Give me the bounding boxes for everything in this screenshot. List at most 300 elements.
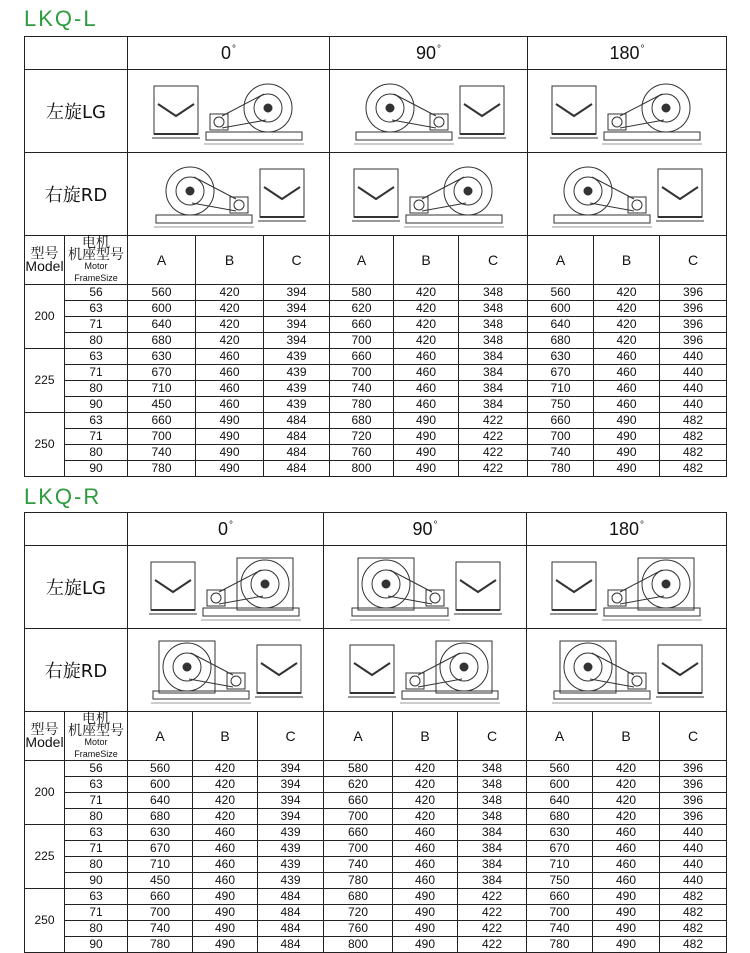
table-row bbox=[25, 889, 727, 905]
dimension-value: 670 bbox=[128, 841, 193, 857]
table-row bbox=[25, 921, 727, 937]
dimension-header: C bbox=[459, 236, 528, 285]
dimension-value: 560 bbox=[528, 285, 594, 301]
fan-assembly-diagram bbox=[340, 633, 510, 707]
frame-size: 71 bbox=[65, 793, 128, 809]
dimension-value: 490 bbox=[196, 429, 264, 445]
spec-table bbox=[24, 512, 727, 953]
dimension-value: 484 bbox=[264, 413, 330, 429]
dimension-value: 670 bbox=[128, 365, 196, 381]
angle-value: 90 bbox=[412, 518, 433, 539]
fan-assembly-diagram bbox=[144, 74, 314, 148]
dimension-value: 490 bbox=[393, 889, 458, 905]
model-header-line: Model bbox=[25, 734, 64, 750]
dimension-value: 700 bbox=[324, 841, 393, 857]
dimension-header: C bbox=[258, 712, 324, 761]
dimension-value: 482 bbox=[660, 413, 727, 429]
table-row bbox=[25, 857, 727, 873]
fan-assembly-diagram bbox=[344, 74, 514, 148]
dimension-value: 490 bbox=[193, 889, 258, 905]
dimension-value: 700 bbox=[324, 809, 393, 825]
angle-value: 0 bbox=[217, 518, 228, 539]
fan-assembly-diagram bbox=[542, 157, 712, 231]
dimension-value: 482 bbox=[660, 937, 727, 953]
dimension-value: 394 bbox=[258, 761, 324, 777]
dimension-value: 394 bbox=[264, 285, 330, 301]
angle-value: 180 bbox=[609, 42, 640, 63]
dimension-value: 750 bbox=[527, 873, 593, 889]
dimension-value: 490 bbox=[394, 413, 459, 429]
angle-value: 90 bbox=[415, 42, 437, 63]
model-header bbox=[25, 236, 65, 285]
dimension-value: 420 bbox=[393, 761, 458, 777]
dimension-value: 700 bbox=[128, 429, 196, 445]
table-row bbox=[25, 873, 727, 889]
dimension-value: 396 bbox=[660, 301, 727, 317]
degree-sign: ° bbox=[232, 43, 236, 55]
dimension-value: 420 bbox=[193, 777, 258, 793]
rotation-row bbox=[25, 70, 727, 153]
dimension-value: 348 bbox=[459, 333, 528, 349]
dimension-value: 660 bbox=[330, 317, 394, 333]
dimension-value: 460 bbox=[394, 365, 459, 381]
dimension-value: 440 bbox=[660, 381, 727, 397]
dimension-value: 700 bbox=[330, 333, 394, 349]
dimension-value: 384 bbox=[459, 349, 528, 365]
fan-assembly-diagram bbox=[141, 633, 311, 707]
dimension-value: 460 bbox=[593, 841, 660, 857]
dimension-value: 600 bbox=[128, 777, 193, 793]
dimension-header: A bbox=[528, 236, 594, 285]
dimension-header: B bbox=[593, 712, 660, 761]
diagram-cell bbox=[527, 629, 727, 712]
model-header bbox=[25, 712, 65, 761]
dimension-value: 740 bbox=[528, 445, 594, 461]
diagram-cell bbox=[128, 70, 330, 153]
dimension-value: 680 bbox=[528, 333, 594, 349]
dimension-value: 490 bbox=[193, 937, 258, 953]
corner-cell bbox=[25, 37, 128, 70]
dimension-value: 680 bbox=[330, 413, 394, 429]
section-title: LKQ-L bbox=[24, 6, 98, 31]
rotation-label: 右旋RD bbox=[25, 153, 128, 236]
dimension-value: 680 bbox=[527, 809, 593, 825]
diagram-cell bbox=[330, 153, 528, 236]
dimension-value: 490 bbox=[193, 905, 258, 921]
dimension-value: 490 bbox=[394, 445, 459, 461]
dimension-header: B bbox=[393, 712, 458, 761]
dimension-value: 460 bbox=[196, 365, 264, 381]
angle-header bbox=[128, 513, 324, 546]
frame-size: 63 bbox=[65, 301, 128, 317]
dimension-value: 460 bbox=[393, 857, 458, 873]
dimension-header: A bbox=[324, 712, 393, 761]
dimension-value: 490 bbox=[393, 937, 458, 953]
table-row bbox=[25, 413, 727, 429]
dimension-value: 630 bbox=[527, 825, 593, 841]
dimension-value: 700 bbox=[128, 905, 193, 921]
fan-assembly-diagram bbox=[144, 157, 314, 231]
dimension-value: 422 bbox=[459, 429, 528, 445]
diagram-cell bbox=[330, 70, 528, 153]
table-row bbox=[25, 461, 727, 477]
dimension-value: 680 bbox=[324, 889, 393, 905]
motor-header-line: Motor FrameSize bbox=[74, 261, 118, 283]
dimension-value: 490 bbox=[394, 429, 459, 445]
frame-size: 90 bbox=[65, 461, 128, 477]
frame-size: 90 bbox=[65, 873, 128, 889]
motor-header-line: 机座型号 bbox=[68, 722, 124, 738]
table-row bbox=[25, 365, 727, 381]
dimension-value: 580 bbox=[330, 285, 394, 301]
dimension-header: B bbox=[594, 236, 660, 285]
dimension-value: 420 bbox=[594, 285, 660, 301]
dimension-value: 439 bbox=[258, 825, 324, 841]
dimension-value: 484 bbox=[258, 937, 324, 953]
degree-sign: ° bbox=[433, 519, 438, 531]
dimension-value: 700 bbox=[330, 365, 394, 381]
dimension-value: 640 bbox=[528, 317, 594, 333]
dimension-value: 450 bbox=[128, 397, 196, 413]
dimension-value: 460 bbox=[193, 825, 258, 841]
frame-size: 63 bbox=[65, 413, 128, 429]
dimension-value: 740 bbox=[128, 445, 196, 461]
frame-size: 63 bbox=[65, 825, 128, 841]
dimension-value: 490 bbox=[593, 905, 660, 921]
frame-size: 80 bbox=[65, 857, 128, 873]
dimension-value: 422 bbox=[459, 445, 528, 461]
dimension-value: 760 bbox=[330, 445, 394, 461]
model-header-line: Model bbox=[25, 258, 64, 274]
dimension-header: A bbox=[527, 712, 593, 761]
dimension-value: 490 bbox=[593, 937, 660, 953]
diagram-cell bbox=[324, 629, 527, 712]
motor-header-line: 电机 bbox=[82, 710, 110, 726]
dimension-value: 560 bbox=[128, 285, 196, 301]
frame-size: 71 bbox=[65, 317, 128, 333]
dimension-value: 420 bbox=[394, 333, 459, 349]
dimension-value: 460 bbox=[593, 825, 660, 841]
diagram-cell bbox=[527, 546, 727, 629]
dimension-value: 420 bbox=[196, 301, 264, 317]
spec-table bbox=[24, 36, 727, 477]
angle-value: 0 bbox=[220, 42, 231, 63]
dimension-header: B bbox=[193, 712, 258, 761]
fan-assembly-diagram bbox=[542, 74, 712, 148]
dimension-value: 420 bbox=[594, 301, 660, 317]
dimension-value: 482 bbox=[660, 905, 727, 921]
dimension-value: 660 bbox=[128, 413, 196, 429]
dimension-value: 490 bbox=[593, 889, 660, 905]
dimension-value: 630 bbox=[528, 349, 594, 365]
dimension-value: 420 bbox=[593, 793, 660, 809]
dimension-value: 640 bbox=[128, 317, 196, 333]
dimension-value: 348 bbox=[458, 809, 527, 825]
column-header-row bbox=[25, 236, 727, 285]
dimension-value: 700 bbox=[527, 905, 593, 921]
dimension-value: 560 bbox=[128, 761, 193, 777]
dimension-value: 420 bbox=[393, 793, 458, 809]
dimension-value: 440 bbox=[660, 873, 727, 889]
dimension-value: 460 bbox=[394, 381, 459, 397]
dimension-value: 439 bbox=[264, 365, 330, 381]
model-header-line: 型号 bbox=[30, 721, 59, 737]
dimension-header: C bbox=[458, 712, 527, 761]
motor-header bbox=[65, 712, 128, 761]
dimension-value: 710 bbox=[128, 857, 193, 873]
degree-sign: ° bbox=[437, 43, 442, 55]
dimension-value: 422 bbox=[459, 413, 528, 429]
dimension-value: 439 bbox=[258, 857, 324, 873]
dimension-header: B bbox=[196, 236, 264, 285]
angle-header bbox=[330, 37, 528, 70]
dimension-value: 420 bbox=[394, 301, 459, 317]
model-header-line: 型号 bbox=[30, 245, 59, 261]
dimension-value: 384 bbox=[458, 873, 527, 889]
dimension-value: 484 bbox=[264, 445, 330, 461]
dimension-value: 780 bbox=[128, 937, 193, 953]
dimension-value: 460 bbox=[394, 349, 459, 365]
dimension-value: 600 bbox=[528, 301, 594, 317]
model-value: 200 bbox=[25, 761, 65, 825]
dimension-value: 460 bbox=[196, 349, 264, 365]
angle-header bbox=[528, 37, 727, 70]
frame-size: 90 bbox=[65, 937, 128, 953]
dimension-value: 800 bbox=[324, 937, 393, 953]
dimension-value: 422 bbox=[459, 461, 528, 477]
dimension-value: 490 bbox=[594, 413, 660, 429]
dimension-value: 420 bbox=[196, 333, 264, 349]
dimension-value: 420 bbox=[393, 809, 458, 825]
frame-size: 71 bbox=[65, 429, 128, 445]
dimension-value: 420 bbox=[593, 761, 660, 777]
dimension-value: 348 bbox=[458, 761, 527, 777]
angle-header-row bbox=[25, 513, 727, 546]
dimension-value: 460 bbox=[594, 365, 660, 381]
table-row bbox=[25, 349, 727, 365]
frame-size: 56 bbox=[65, 285, 128, 301]
frame-size: 80 bbox=[65, 921, 128, 937]
dimension-value: 660 bbox=[330, 349, 394, 365]
dimension-value: 620 bbox=[324, 777, 393, 793]
table-row bbox=[25, 301, 727, 317]
diagram-cell bbox=[128, 153, 330, 236]
dimension-value: 384 bbox=[459, 381, 528, 397]
dimension-header: C bbox=[660, 712, 727, 761]
angle-header bbox=[527, 513, 727, 546]
dimension-header: C bbox=[660, 236, 727, 285]
diagram-cell bbox=[128, 546, 324, 629]
model-value: 225 bbox=[25, 825, 65, 889]
diagram-cell bbox=[528, 70, 727, 153]
dimension-value: 440 bbox=[660, 857, 727, 873]
frame-size: 56 bbox=[65, 761, 128, 777]
rotation-row bbox=[25, 629, 727, 712]
dimension-value: 348 bbox=[458, 793, 527, 809]
dimension-value: 780 bbox=[527, 937, 593, 953]
dimension-value: 490 bbox=[393, 921, 458, 937]
dimension-value: 710 bbox=[528, 381, 594, 397]
dimension-value: 780 bbox=[330, 397, 394, 413]
dimension-value: 439 bbox=[264, 349, 330, 365]
dimension-value: 396 bbox=[660, 333, 727, 349]
dimension-value: 740 bbox=[324, 857, 393, 873]
dimension-value: 630 bbox=[128, 825, 193, 841]
dimension-value: 396 bbox=[660, 285, 727, 301]
dimension-value: 460 bbox=[594, 397, 660, 413]
dimension-value: 680 bbox=[128, 809, 193, 825]
dimension-value: 394 bbox=[258, 809, 324, 825]
dimension-value: 484 bbox=[258, 905, 324, 921]
dimension-value: 420 bbox=[393, 777, 458, 793]
dimension-value: 600 bbox=[527, 777, 593, 793]
dimension-value: 348 bbox=[459, 285, 528, 301]
dimension-value: 460 bbox=[594, 381, 660, 397]
dimension-value: 420 bbox=[594, 317, 660, 333]
model-value: 225 bbox=[25, 349, 65, 413]
corner-cell bbox=[25, 513, 128, 546]
dimension-value: 460 bbox=[193, 857, 258, 873]
dimension-value: 600 bbox=[128, 301, 196, 317]
dimension-value: 460 bbox=[193, 873, 258, 889]
dimension-value: 440 bbox=[660, 349, 727, 365]
dimension-value: 482 bbox=[660, 889, 727, 905]
dimension-value: 660 bbox=[324, 825, 393, 841]
dimension-value: 396 bbox=[660, 777, 727, 793]
dimension-value: 780 bbox=[324, 873, 393, 889]
frame-size: 80 bbox=[65, 333, 128, 349]
dimension-value: 439 bbox=[258, 841, 324, 857]
dimension-value: 394 bbox=[258, 777, 324, 793]
table-row bbox=[25, 841, 727, 857]
frame-size: 71 bbox=[65, 841, 128, 857]
column-header-row bbox=[25, 712, 727, 761]
dimension-value: 460 bbox=[394, 397, 459, 413]
dimension-header: B bbox=[394, 236, 459, 285]
dimension-value: 460 bbox=[393, 873, 458, 889]
dimension-value: 780 bbox=[528, 461, 594, 477]
dimension-value: 680 bbox=[128, 333, 196, 349]
frame-size: 71 bbox=[65, 905, 128, 921]
dimension-header: A bbox=[128, 712, 193, 761]
motor-header bbox=[65, 236, 128, 285]
dimension-value: 440 bbox=[660, 841, 727, 857]
dimension-header: C bbox=[264, 236, 330, 285]
table-row bbox=[25, 381, 727, 397]
degree-sign: ° bbox=[229, 519, 233, 531]
dimension-value: 422 bbox=[458, 889, 527, 905]
dimension-value: 420 bbox=[394, 317, 459, 333]
dimension-value: 460 bbox=[193, 841, 258, 857]
dimension-value: 420 bbox=[193, 793, 258, 809]
dimension-value: 384 bbox=[458, 825, 527, 841]
fan-assembly-diagram bbox=[340, 550, 510, 624]
dimension-header: A bbox=[330, 236, 394, 285]
dimension-value: 396 bbox=[660, 793, 727, 809]
table-row bbox=[25, 809, 727, 825]
dimension-value: 780 bbox=[128, 461, 196, 477]
dimension-value: 420 bbox=[196, 285, 264, 301]
frame-size: 71 bbox=[65, 365, 128, 381]
model-value: 250 bbox=[25, 889, 65, 953]
dimension-value: 490 bbox=[196, 461, 264, 477]
rotation-label: 左旋LG bbox=[25, 70, 128, 153]
rotation-row bbox=[25, 153, 727, 236]
dimension-value: 760 bbox=[324, 921, 393, 937]
angle-header bbox=[324, 513, 527, 546]
dimension-value: 422 bbox=[458, 905, 527, 921]
dimension-value: 440 bbox=[660, 397, 727, 413]
degree-sign: ° bbox=[640, 519, 645, 531]
frame-size: 90 bbox=[65, 397, 128, 413]
dimension-value: 420 bbox=[196, 317, 264, 333]
dimension-value: 460 bbox=[593, 857, 660, 873]
table-row bbox=[25, 429, 727, 445]
dimension-value: 460 bbox=[196, 381, 264, 397]
frame-size: 63 bbox=[65, 349, 128, 365]
dimension-value: 640 bbox=[128, 793, 193, 809]
dimension-value: 384 bbox=[459, 365, 528, 381]
table-row bbox=[25, 285, 727, 301]
angle-header bbox=[128, 37, 330, 70]
table-row bbox=[25, 397, 727, 413]
angle-value: 180 bbox=[608, 518, 640, 539]
dimension-value: 422 bbox=[458, 937, 527, 953]
dimension-value: 740 bbox=[330, 381, 394, 397]
dimension-value: 439 bbox=[264, 397, 330, 413]
dimension-value: 660 bbox=[527, 889, 593, 905]
frame-size: 80 bbox=[65, 445, 128, 461]
dimension-value: 660 bbox=[128, 889, 193, 905]
table-row bbox=[25, 793, 727, 809]
dimension-value: 490 bbox=[394, 461, 459, 477]
dimension-value: 670 bbox=[528, 365, 594, 381]
dimension-header: A bbox=[128, 236, 196, 285]
dimension-value: 422 bbox=[458, 921, 527, 937]
dimension-value: 484 bbox=[258, 921, 324, 937]
dimension-value: 490 bbox=[193, 921, 258, 937]
dimension-value: 800 bbox=[330, 461, 394, 477]
dimension-value: 710 bbox=[128, 381, 196, 397]
rotation-row bbox=[25, 546, 727, 629]
dimension-value: 396 bbox=[660, 317, 727, 333]
dimension-value: 580 bbox=[324, 761, 393, 777]
dimension-value: 394 bbox=[264, 301, 330, 317]
model-value: 200 bbox=[25, 285, 65, 349]
fan-assembly-diagram bbox=[542, 550, 712, 624]
dimension-value: 490 bbox=[196, 413, 264, 429]
dimension-value: 490 bbox=[593, 921, 660, 937]
dimension-value: 460 bbox=[594, 349, 660, 365]
dimension-value: 396 bbox=[660, 761, 727, 777]
diagram-cell bbox=[128, 629, 324, 712]
dimension-value: 460 bbox=[593, 873, 660, 889]
dimension-value: 484 bbox=[264, 461, 330, 477]
section-title: LKQ-R bbox=[24, 484, 102, 509]
fan-assembly-diagram bbox=[344, 157, 514, 231]
dimension-value: 384 bbox=[459, 397, 528, 413]
dimension-value: 420 bbox=[394, 285, 459, 301]
dimension-value: 660 bbox=[324, 793, 393, 809]
table-row bbox=[25, 445, 727, 461]
dimension-value: 482 bbox=[660, 921, 727, 937]
dimension-value: 482 bbox=[660, 461, 727, 477]
dimension-value: 439 bbox=[264, 381, 330, 397]
dimension-value: 394 bbox=[264, 333, 330, 349]
table-row bbox=[25, 777, 727, 793]
angle-header-row bbox=[25, 37, 727, 70]
dimension-value: 484 bbox=[258, 889, 324, 905]
